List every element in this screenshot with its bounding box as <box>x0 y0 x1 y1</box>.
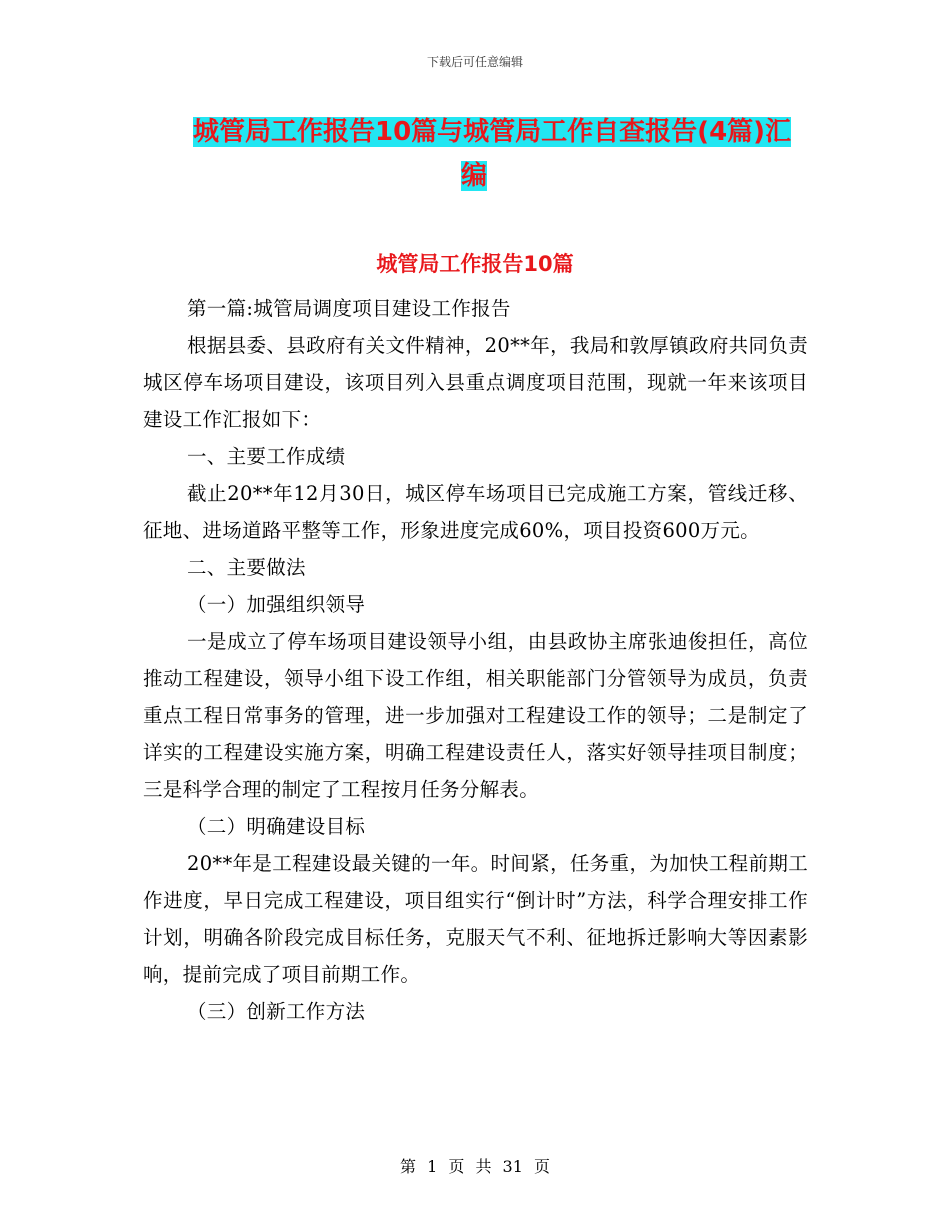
subheading-goals: （二）明确建设目标 <box>187 815 366 838</box>
paragraph: 根据县委、县政府有关文件精神，20**年，我局和敦厚镇政府共同负责城区停车场项目建设，该项目列入县重点调度项目范围，现就一年来该项目建设工作汇报如下： <box>143 334 808 431</box>
document-body <box>143 290 808 1030</box>
heading-main-achievements: 一、主要工作成绩 <box>187 445 346 468</box>
paragraph: 截止20**年12月30日，城区停车场项目已完成施工方案，管线迁移、征地、进场道路平整等工作，形象进度完成60%，项目投资600万元。 <box>143 482 808 542</box>
title-line-2: 编 <box>461 161 488 191</box>
title-line-1: 城管局工作报告10篇与城管局工作自查报告(4篇)汇 <box>193 117 792 147</box>
page-footer: 第 1 页 共 31 页 <box>400 1157 550 1176</box>
section-title: 城管局工作报告10篇 <box>376 252 574 276</box>
subheading-organization: （一）加强组织领导 <box>187 593 366 616</box>
paragraph: 20**年是工程建设最关键的一年。时间紧，任务重，为加快工程前期工作进度，早日完成工程建设，项目组实行“倒计时”方法，科学合理安排工作计划，明确各阶段完成目标任务，克服天气不利、征地拆迁影响大等因素影响，提前完成了项目前期工作。 <box>143 852 808 986</box>
paragraph: 一是成立了停车场项目建设领导小组，由县政协主席张迪俊担任，高位推动工程建设，领导小组下设工作组，相关职能部门分管领导为成员，负责重点工程日常事务的管理，进一步加强对工程建设工作的领导；二是制定了详实的工程建设实施方案，明确工程建设责任人，落实好领导挂项目制度；三是科学合理的制定了工程按月任务分解表。 <box>143 630 808 801</box>
subheading-methods: （三）创新工作方法 <box>187 1000 366 1023</box>
article-heading: 第一篇:城管局调度项目建设工作报告 <box>187 297 511 320</box>
header-note: 下载后可任意编辑 <box>426 55 523 69</box>
document-title <box>193 110 813 198</box>
heading-main-practices: 二、主要做法 <box>187 556 306 579</box>
